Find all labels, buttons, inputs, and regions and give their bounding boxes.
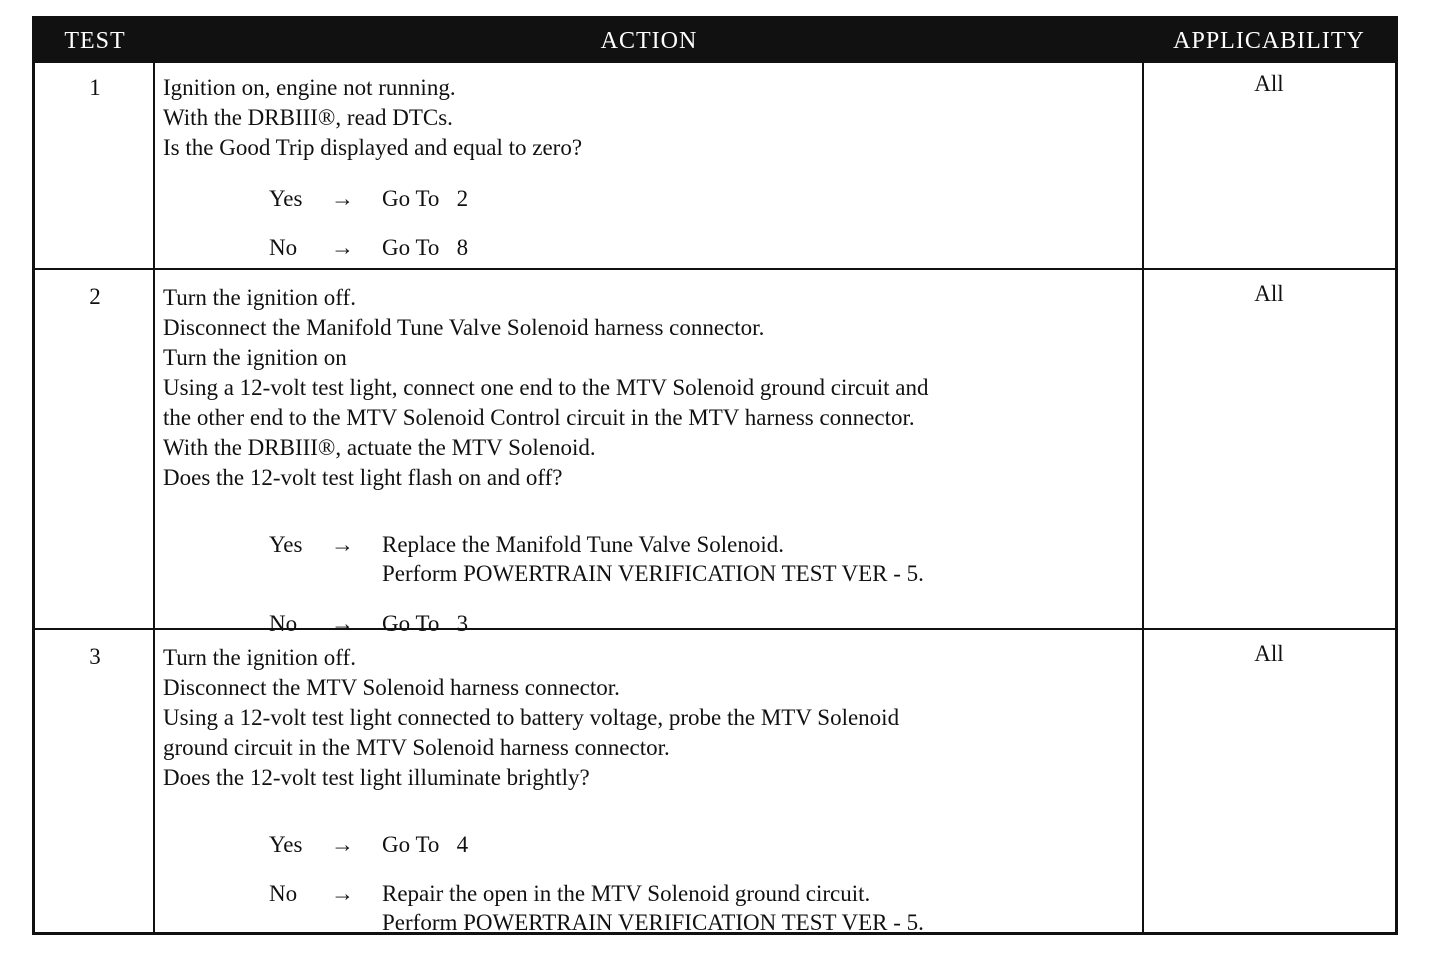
applicability-value: All bbox=[1254, 641, 1284, 666]
no-result: Go To 8 bbox=[382, 235, 469, 260]
action-step: ground circuit in the MTV Solenoid harness connector. bbox=[163, 735, 670, 760]
yes-result: Go To 4 bbox=[382, 832, 469, 857]
no-result: Go To 3 bbox=[382, 611, 469, 636]
applicability-value: All bbox=[1254, 281, 1284, 306]
yes-label: Yes bbox=[269, 832, 303, 857]
action-step: Disconnect the Manifold Tune Valve Solenoid harness connector. bbox=[163, 315, 765, 340]
action-steps bbox=[163, 73, 1138, 163]
yes-result-line: Replace the Manifold Tune Valve Solenoid. bbox=[382, 532, 785, 557]
action-step: Turn the ignition on bbox=[163, 345, 347, 370]
no-result-line: Repair the open in the MTV Solenoid ground circuit. bbox=[382, 881, 871, 906]
no-label: No bbox=[269, 611, 298, 636]
action-step: With the DRBIII®, read DTCs. bbox=[163, 105, 453, 130]
action-step: the other end to the MTV Solenoid Control circuit in the MTV harness connector. bbox=[163, 405, 915, 430]
yes-result-line: Perform POWERTRAIN VERIFICATION TEST VER - 5. bbox=[382, 561, 924, 586]
action-step: Turn the ignition off. bbox=[163, 645, 356, 670]
action-step: Using a 12-volt test light, connect one end to the MTV Solenoid ground circuit and bbox=[163, 375, 929, 400]
arrow-right-icon: → bbox=[331, 532, 354, 557]
action-step: Does the 12-volt test light illuminate brightly? bbox=[163, 765, 590, 790]
action-step: Disconnect the MTV Solenoid harness connector. bbox=[163, 675, 620, 700]
table-row bbox=[35, 630, 1395, 935]
action-step: Ignition on, engine not running. bbox=[163, 75, 456, 100]
action-step: Does the 12-volt test light flash on and off? bbox=[163, 465, 563, 490]
header-test: TEST bbox=[64, 28, 126, 54]
no-result bbox=[382, 879, 924, 937]
yes-result: Go To 2 bbox=[382, 186, 469, 211]
test-number: 1 bbox=[89, 75, 101, 100]
diagnostic-test-table bbox=[32, 16, 1398, 935]
no-label: No bbox=[269, 881, 298, 906]
yes-label: Yes bbox=[269, 186, 303, 211]
arrow-right-icon: → bbox=[331, 611, 354, 636]
test-number: 2 bbox=[89, 284, 101, 309]
table-header bbox=[35, 19, 1395, 63]
table-row bbox=[35, 270, 1395, 636]
action-steps bbox=[163, 283, 1138, 493]
action-steps bbox=[163, 643, 1138, 793]
arrow-right-icon: → bbox=[331, 881, 354, 906]
action-step: Turn the ignition off. bbox=[163, 285, 356, 310]
no-label: No bbox=[269, 235, 298, 260]
arrow-right-icon: → bbox=[331, 832, 354, 857]
table-row bbox=[35, 63, 1395, 268]
applicability-value: All bbox=[1254, 71, 1284, 96]
header-applicability: APPLICABILITY bbox=[1173, 28, 1365, 54]
arrow-right-icon: → bbox=[331, 186, 354, 211]
action-step: Is the Good Trip displayed and equal to zero? bbox=[163, 135, 583, 160]
no-result-line: Perform POWERTRAIN VERIFICATION TEST VER - 5. bbox=[382, 910, 924, 935]
action-step: Using a 12-volt test light connected to battery voltage, probe the MTV Solenoid bbox=[163, 705, 900, 730]
action-step: With the DRBIII®, actuate the MTV Solenoid. bbox=[163, 435, 596, 460]
arrow-right-icon: → bbox=[331, 235, 354, 260]
yes-result bbox=[382, 530, 924, 588]
test-number: 3 bbox=[89, 644, 101, 669]
header-action: ACTION bbox=[600, 28, 698, 54]
yes-label: Yes bbox=[269, 532, 303, 557]
